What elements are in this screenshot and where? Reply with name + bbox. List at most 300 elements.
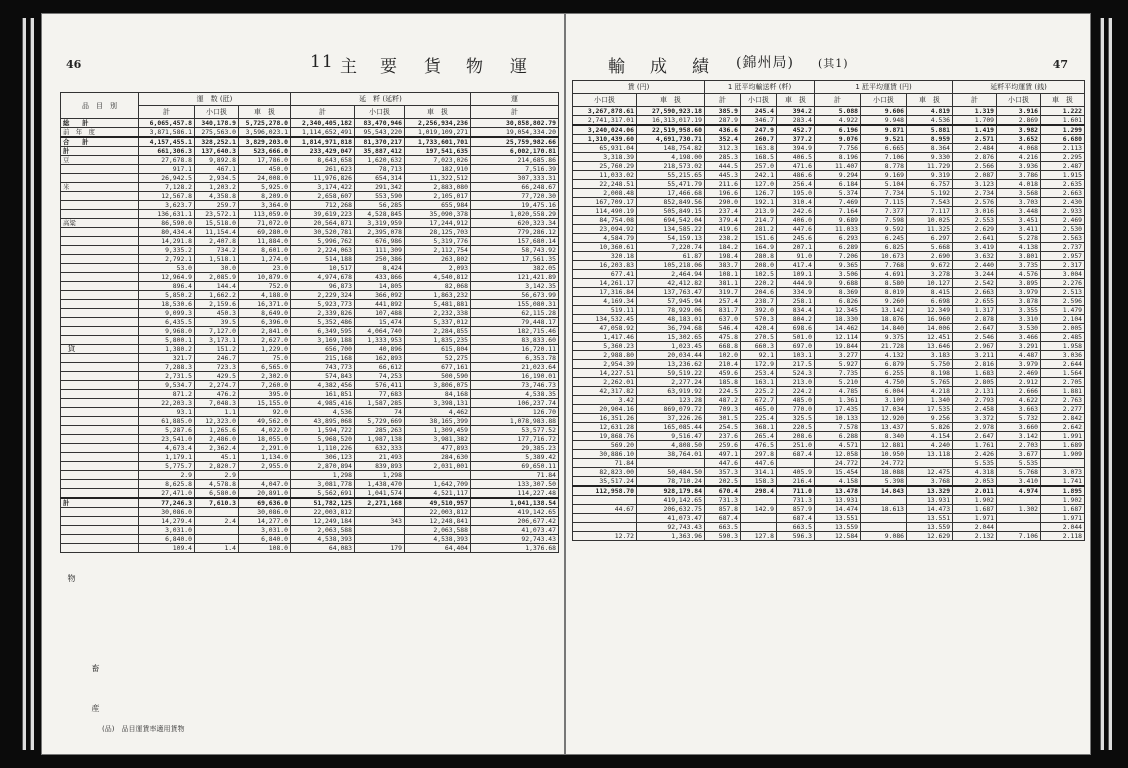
table-cell: 1,309,459 xyxy=(405,426,471,435)
table-cell: 4.154 xyxy=(907,432,953,441)
table-cell: 2,291.0 xyxy=(239,444,291,453)
table-cell: 500,590 xyxy=(405,372,471,381)
table-cell: 1,438,470 xyxy=(355,480,405,489)
table-cell: 2.869 xyxy=(997,116,1041,126)
table-row xyxy=(61,327,559,336)
table-cell: 7,048.3 xyxy=(195,399,239,408)
table-cell: 896.4 xyxy=(139,282,195,291)
table-cell: 92.1 xyxy=(741,351,777,360)
row-label: 前 年 度 xyxy=(61,128,139,138)
table-cell: 285,263 xyxy=(355,426,405,435)
row-label xyxy=(61,228,139,237)
table-cell: 385.9 xyxy=(705,107,741,116)
table-cell: 779,286.12 xyxy=(471,228,559,237)
table-row xyxy=(573,153,1085,162)
table-row xyxy=(573,532,1085,541)
table-cell: 4,974,678 xyxy=(291,273,355,282)
part-label: (其1) xyxy=(818,57,849,70)
table-cell: 78,929.06 xyxy=(637,306,705,315)
table-cell: 5,389.42 xyxy=(471,453,559,462)
table-row xyxy=(61,137,559,147)
table-cell: 5.535 xyxy=(997,459,1041,468)
table-row xyxy=(61,526,559,535)
table-cell: 161,851 xyxy=(291,390,355,399)
table-row xyxy=(61,246,559,255)
table-row xyxy=(573,216,1085,225)
table-cell: 14.462 xyxy=(815,324,861,333)
table-cell: 13.646 xyxy=(907,342,953,351)
table-cell: 111,309 xyxy=(355,246,405,255)
table-cell: 9,335.2 xyxy=(139,246,195,255)
table-cell: 35,090,378 xyxy=(405,210,471,219)
table-row xyxy=(61,255,559,264)
table-cell: 723.3 xyxy=(195,363,239,372)
table-cell: 377.2 xyxy=(777,135,815,144)
table-cell: 2.132 xyxy=(953,532,997,541)
table-cell: 2,954.39 xyxy=(573,360,637,369)
table-cell: 1,814,971,818 xyxy=(291,137,355,147)
table-cell xyxy=(777,459,815,468)
table-cell: 7.115 xyxy=(861,198,907,207)
table-row xyxy=(61,128,559,138)
table-cell: 6,435.5 xyxy=(139,318,195,327)
table-cell: 9.948 xyxy=(861,116,907,126)
table-cell: 42,412.82 xyxy=(637,279,705,288)
table-cell: 2.317 xyxy=(1041,261,1085,270)
table-cell: 4.218 xyxy=(907,387,953,396)
table-cell: 7.106 xyxy=(861,153,907,162)
row-label xyxy=(61,282,139,291)
table-cell: 9.086 xyxy=(861,532,907,541)
table-cell: 2.469 xyxy=(997,369,1041,378)
table-cell: 417.4 xyxy=(777,261,815,270)
table-cell: 3,319,959 xyxy=(355,219,405,228)
table-cell: 30,886.10 xyxy=(573,450,637,459)
table-cell: 5,729,669 xyxy=(355,417,405,426)
table-row xyxy=(61,201,559,210)
table-cell: 66,248.67 xyxy=(471,183,559,192)
table-row xyxy=(573,162,1085,171)
table-cell: 298.4 xyxy=(741,486,777,496)
row-label xyxy=(61,381,139,390)
table-row xyxy=(61,345,559,354)
table-row xyxy=(573,135,1085,144)
page-stack-edge xyxy=(1100,18,1104,750)
table-row xyxy=(61,544,559,553)
table-cell: 2,085.9 xyxy=(195,273,239,282)
table-cell: 92,743.43 xyxy=(471,535,559,544)
table-cell: 284,630 xyxy=(405,453,471,462)
table-row xyxy=(61,489,559,499)
table-cell: 312.3 xyxy=(705,144,741,153)
table-row xyxy=(573,270,1085,279)
table-cell: 23,094.92 xyxy=(573,225,637,234)
table-cell: 61.87 xyxy=(637,252,705,261)
table-cell: 263,802 xyxy=(405,255,471,264)
table-cell: 6.184 xyxy=(815,180,861,189)
table-cell: 3.663 xyxy=(997,405,1041,414)
table-cell: 4,047.0 xyxy=(239,480,291,489)
table-row xyxy=(573,514,1085,523)
table-cell: 151.2 xyxy=(195,345,239,354)
table-row xyxy=(573,252,1085,261)
table-cell: 5,319,776 xyxy=(405,237,471,246)
table-cell: 257.4 xyxy=(705,297,741,306)
table-cell: 21,023.64 xyxy=(471,363,559,372)
table-cell: 6.825 xyxy=(861,243,907,252)
table-cell: 12,248,841 xyxy=(405,517,471,526)
freight-table-left xyxy=(60,92,559,553)
table-cell: 1.687 xyxy=(1041,505,1085,514)
table-cell: 4.068 xyxy=(997,144,1041,153)
table-cell: 1.419 xyxy=(953,125,997,135)
table-cell: 2.690 xyxy=(907,252,953,261)
title-char: 績 xyxy=(692,57,710,77)
table-cell: 6.245 xyxy=(861,234,907,243)
section-label: 畜 xyxy=(91,664,100,680)
table-cell: 20,904.16 xyxy=(573,405,637,414)
table-cell: 4.622 xyxy=(997,396,1041,405)
table-cell xyxy=(861,514,907,523)
table-cell: 2.4 xyxy=(195,517,239,526)
table-cell: 56,285 xyxy=(355,201,405,210)
table-cell: 519.11 xyxy=(573,306,637,315)
row-label xyxy=(61,390,139,399)
table-cell: 225.4 xyxy=(741,414,777,423)
page-stack-edge xyxy=(22,18,26,750)
table-cell xyxy=(997,523,1041,532)
table-cell: 257.0 xyxy=(741,162,777,171)
table-cell: 9.672 xyxy=(907,261,953,270)
table-cell: 632,333 xyxy=(355,444,405,453)
table-cell xyxy=(239,471,291,480)
table-cell: 82,068 xyxy=(405,282,471,291)
table-cell: 220.5 xyxy=(777,423,815,432)
table-cell: 2.546 xyxy=(953,333,997,342)
table-cell: 172.9 xyxy=(741,360,777,369)
table-cell: 3.142 xyxy=(997,432,1041,441)
table-cell: 1,310,439.60 xyxy=(573,135,637,144)
table-cell: 41,073.47 xyxy=(637,514,705,523)
table-cell: 320.18 xyxy=(573,252,637,261)
table-cell: 15,518.0 xyxy=(195,219,239,228)
table-cell: 4,528,845 xyxy=(355,210,405,219)
column-subheader: 小口扱 xyxy=(195,106,239,119)
table-cell: 13.478 xyxy=(815,486,861,496)
table-cell: 4,169.34 xyxy=(573,297,637,306)
table-cell: 2,883,080 xyxy=(405,183,471,192)
table-cell: 107,488 xyxy=(355,309,405,318)
table-cell: 2.641 xyxy=(953,234,997,243)
table-cell: 283.4 xyxy=(777,116,815,126)
table-cell: 1.915 xyxy=(1041,171,1085,180)
table-cell: 1,363.96 xyxy=(637,532,705,541)
table-cell: 8.580 xyxy=(861,279,907,288)
table-cell: 2,093 xyxy=(405,264,471,273)
table-cell: 4,022.0 xyxy=(239,426,291,435)
table-cell xyxy=(741,514,777,523)
title-char: 物 xyxy=(466,57,484,77)
table-cell: 1,518.1 xyxy=(195,255,239,264)
table-cell: 162,893 xyxy=(355,354,405,363)
table-cell: 5,360.23 xyxy=(573,342,637,351)
table-cell: 831.7 xyxy=(705,306,741,315)
table-cell: 137,640.3 xyxy=(195,147,239,156)
table-cell: 383.7 xyxy=(705,261,741,270)
table-cell: 14,291.8 xyxy=(139,237,195,246)
table-cell: 2.816 xyxy=(953,360,997,369)
row-label xyxy=(61,201,139,210)
table-cell: 5.826 xyxy=(907,423,953,432)
table-cell: 2.647 xyxy=(953,324,997,333)
table-cell: 8.364 xyxy=(907,144,953,153)
table-cell: 450.3 xyxy=(195,309,239,318)
table-row xyxy=(61,210,559,219)
table-cell: 14.843 xyxy=(861,486,907,496)
table-cell: 96,873 xyxy=(291,282,355,291)
table-cell: 4,358.8 xyxy=(195,192,239,201)
table-cell: 2.9 xyxy=(195,471,239,480)
table-cell: 22,203.3 xyxy=(139,399,195,408)
table-row xyxy=(61,408,559,417)
table-cell: 2.469 xyxy=(1041,216,1085,225)
table-cell: 12.920 xyxy=(861,414,907,423)
table-row xyxy=(61,444,559,453)
table-row xyxy=(61,282,559,291)
table-row xyxy=(573,279,1085,288)
table-cell: 2,627.0 xyxy=(239,336,291,345)
table-cell: 447.6 xyxy=(741,459,777,468)
table-cell: 9.606 xyxy=(861,107,907,116)
table-cell: 21,493 xyxy=(355,453,405,462)
table-cell: 4,198.00 xyxy=(637,153,705,162)
table-cell: 654,314 xyxy=(355,174,405,183)
table-cell: 2,340,405,182 xyxy=(291,119,355,128)
table-cell: 5.750 xyxy=(907,360,953,369)
table-cell: 2.426 xyxy=(953,450,997,459)
table-cell: 114,227.48 xyxy=(471,489,559,499)
table-cell: 3,081,778 xyxy=(291,480,355,489)
table-cell: 2.484 xyxy=(953,144,997,153)
table-cell: 6.297 xyxy=(907,234,953,243)
table-cell: 211.6 xyxy=(705,180,741,189)
table-cell: 319.7 xyxy=(705,288,741,297)
table-cell: 2.705 xyxy=(1041,378,1085,387)
table-cell: 7,128.2 xyxy=(139,183,195,192)
table-cell: 2,063,588 xyxy=(405,526,471,535)
table-cell: 224.5 xyxy=(705,387,741,396)
table-cell: 8,625.8 xyxy=(139,480,195,489)
row-label xyxy=(61,453,139,462)
table-cell: 2.295 xyxy=(1041,153,1085,162)
table-cell: 3,981,382 xyxy=(405,435,471,444)
table-cell: 2.642 xyxy=(1041,423,1085,432)
table-cell: 857.9 xyxy=(777,505,815,514)
table-cell: 14.474 xyxy=(815,505,861,514)
table-row xyxy=(573,387,1085,396)
row-label xyxy=(61,417,139,426)
table-cell: 4,691,730.71 xyxy=(637,135,705,144)
table-row xyxy=(61,192,559,201)
column-subheader: 小口扱 xyxy=(355,106,405,119)
table-cell: 382.05 xyxy=(471,264,559,273)
table-cell: 11,884.0 xyxy=(239,237,291,246)
table-cell: 238.7 xyxy=(741,297,777,306)
table-cell: 1.881 xyxy=(1041,387,1085,396)
row-label xyxy=(61,480,139,489)
table-cell: 19.844 xyxy=(815,342,861,351)
table-cell: 8.369 xyxy=(815,288,861,297)
table-cell: 672.7 xyxy=(741,396,777,405)
table-cell: 3.109 xyxy=(861,396,907,405)
table-cell: 395.0 xyxy=(239,390,291,399)
table-cell: 334.9 xyxy=(777,288,815,297)
item-header: 品 目 別 xyxy=(61,93,139,119)
table-cell: 49,510,957 xyxy=(405,498,471,508)
table-cell: 6,002,170.81 xyxy=(471,147,559,156)
table-cell: 7.164 xyxy=(815,207,861,216)
table-cell: 1.761 xyxy=(953,441,997,450)
table-cell: 9.375 xyxy=(861,333,907,342)
table-cell: 687.4 xyxy=(705,514,741,523)
table-cell: 77,683 xyxy=(355,390,405,399)
table-cell: 11,033.02 xyxy=(573,171,637,180)
row-label xyxy=(61,435,139,444)
table-cell: 405.9 xyxy=(777,468,815,477)
table-cell: 514,188 xyxy=(291,255,355,264)
table-cell: 1.895 xyxy=(1041,486,1085,496)
column-subheader: 小口扱 xyxy=(861,94,907,107)
table-row xyxy=(61,119,559,128)
table-cell: 2,229,324 xyxy=(291,291,355,300)
table-cell: 4,536 xyxy=(291,408,355,417)
table-cell: 3,240,024.06 xyxy=(573,125,637,135)
table-cell xyxy=(741,496,777,505)
table-cell: 1,134.0 xyxy=(239,453,291,462)
row-label xyxy=(61,246,139,255)
table-cell: 3.310 xyxy=(997,315,1041,324)
table-cell: 1,041,574 xyxy=(355,489,405,499)
table-cell: 15,155.0 xyxy=(239,399,291,408)
table-cell: 1,110,226 xyxy=(291,444,355,453)
table-cell: 310.4 xyxy=(777,198,815,207)
table-cell: 3.895 xyxy=(997,279,1041,288)
table-cell: 471.6 xyxy=(777,162,815,171)
office-label: (錦州局) xyxy=(736,55,794,71)
table-row xyxy=(573,207,1085,216)
table-cell: 11.325 xyxy=(907,225,953,234)
table-cell: 5,968,520 xyxy=(291,435,355,444)
table-row xyxy=(61,273,559,282)
table-cell xyxy=(907,459,953,468)
table-cell: 83,470,946 xyxy=(355,119,405,128)
table-cell: 17,466.68 xyxy=(637,189,705,198)
table-cell: 7,288.3 xyxy=(139,363,195,372)
table-cell: 5.881 xyxy=(907,125,953,135)
table-cell: 59,519.22 xyxy=(637,369,705,378)
table-cell: 3.677 xyxy=(997,450,1041,459)
table-cell: 497.1 xyxy=(705,450,741,459)
table-cell: 134,585.22 xyxy=(637,225,705,234)
table-cell: 2.629 xyxy=(953,225,997,234)
table-cell: 1,078,983.88 xyxy=(471,417,559,426)
table-row xyxy=(573,477,1085,487)
table-cell: 91.0 xyxy=(777,252,815,261)
table-cell: 2.912 xyxy=(997,378,1041,387)
table-row xyxy=(61,498,559,508)
table-row xyxy=(573,198,1085,207)
table-cell: 108.0 xyxy=(239,544,291,553)
table-cell: 2,224,063 xyxy=(291,246,355,255)
table-row xyxy=(573,261,1085,270)
table-cell: 7,610.3 xyxy=(195,498,239,508)
table-row xyxy=(61,237,559,246)
table-cell: 2,159.6 xyxy=(195,300,239,309)
table-cell: 663.5 xyxy=(705,523,741,532)
table-cell: 71.84 xyxy=(471,471,559,480)
row-label xyxy=(61,210,139,219)
table-cell: 3.004 xyxy=(1041,270,1085,279)
row-label xyxy=(61,327,139,336)
table-cell: 2.053 xyxy=(953,477,997,487)
table-cell: 4.318 xyxy=(953,468,997,477)
table-cell: 661,306.3 xyxy=(139,147,195,156)
table-cell: 8,424 xyxy=(355,264,405,273)
table-cell: 10.673 xyxy=(861,252,907,261)
table-cell: 6.288 xyxy=(815,432,861,441)
table-cell: 4,540,812 xyxy=(405,273,471,282)
table-cell: 22,248.51 xyxy=(573,180,637,189)
table-cell: 20,034.44 xyxy=(637,351,705,360)
table-cell: 7.377 xyxy=(861,207,907,216)
table-row xyxy=(61,381,559,390)
table-row xyxy=(61,147,559,156)
table-row xyxy=(61,372,559,381)
table-cell: 35,517.24 xyxy=(573,477,637,487)
table-cell: 4,382,456 xyxy=(291,381,355,390)
table-cell: 2.087 xyxy=(953,171,997,180)
table-cell: 281.2 xyxy=(741,225,777,234)
table-cell: 12.349 xyxy=(907,306,953,315)
table-cell: 2.571 xyxy=(953,135,997,144)
table-cell: 3,623.7 xyxy=(139,201,195,210)
table-cell: 9.169 xyxy=(861,171,907,180)
table-cell: 17.535 xyxy=(907,405,953,414)
table-cell: 95,543,220 xyxy=(355,128,405,138)
table-cell: 346.7 xyxy=(741,116,777,126)
table-cell: 1.601 xyxy=(1041,116,1085,126)
table-cell xyxy=(355,526,405,535)
table-cell: 8.196 xyxy=(815,153,861,162)
table-cell: 5.210 xyxy=(815,378,861,387)
table-cell: 123.28 xyxy=(637,396,705,405)
table-cell: 9.871 xyxy=(861,125,907,135)
table-cell: 687.4 xyxy=(777,450,815,459)
table-cell: 406.5 xyxy=(777,153,815,162)
table-cell: 224.2 xyxy=(777,387,815,396)
table-cell: 157,680.14 xyxy=(471,237,559,246)
table-cell: 7.117 xyxy=(907,207,953,216)
table-cell: 12.72 xyxy=(573,532,637,541)
table-cell: 2.553 xyxy=(953,216,997,225)
table-cell: 1.222 xyxy=(1041,107,1085,116)
table-cell: 5,850.2 xyxy=(139,291,195,300)
table-cell: 3.632 xyxy=(953,252,997,261)
table-row xyxy=(573,315,1085,324)
table-row xyxy=(61,165,559,174)
table-cell: 7.735 xyxy=(815,369,861,378)
table-cell: 4.536 xyxy=(907,116,953,126)
